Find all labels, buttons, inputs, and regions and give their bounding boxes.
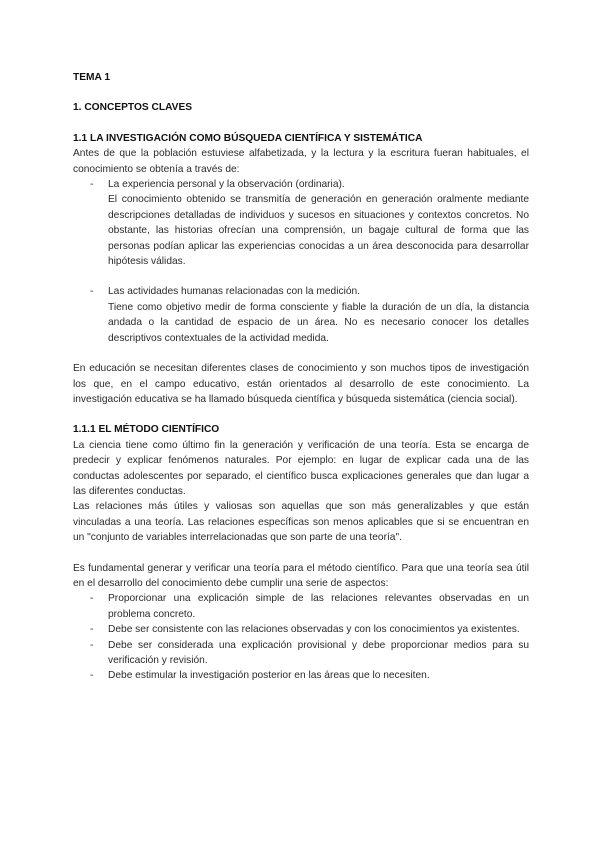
science-paragraph-2: Las relaciones más útiles y valiosas son aquellas que son más generalizables y que están vinculadas a una teoría. Las relaciones específicas son menos aplicables que si se encuentran en un "conjunto de variables interrelacionadas que son parte de una teoría". [73, 501, 529, 544]
document-page [73, 70, 529, 684]
tema-heading: TEMA 1 [73, 72, 110, 83]
science-paragraph-1: La ciencia tiene como último fin la generación y verificación de una teoría. Esta se encarga de predecir y explicar fenómenos naturales. Por ejemplo: en lugar de explicar cada una de las conductas adolescentes por separado, el científico busca explicaciones generales que dan lugar a las diferentes conductas. [73, 439, 529, 497]
knowledge-sources-list-2 [73, 284, 529, 299]
list-item: - Las actividades humanas relacionadas con la medición. [73, 284, 529, 299]
list-item: - Debe ser considerada una explicación provisional y debe proporcionar medios para su verificación y revisión. [73, 638, 529, 669]
knowledge-sources-list [73, 177, 529, 192]
list-item: - La experiencia personal y la observación (ordinaria). [73, 177, 529, 192]
section-1-heading: 1. CONCEPTOS CLAVES [73, 102, 193, 114]
list-item: - Proporcionar una explicación simple de las relaciones relevantes observadas en un problema concreto. [73, 591, 529, 622]
fundamental-paragraph: Es fundamental generar y verificar una teoría para el método científico. Para que una teoría sea útil en el desarrollo del conocimiento debe cumplir una serie de aspectos: [73, 562, 529, 589]
list-item-detail: Tiene como objetivo medir de forma consciente y fiable la duración de un día, la distancia andada o la cantidad de espacio de un área. No es necesario conocer los detalles descriptivos contextuales de la actividad medida. [108, 301, 529, 344]
list-item-detail: El conocimiento obtenido se transmitía de generación en generación oralmente mediante descripciones detalladas de individuos y sucesos en situaciones y contextos concretos. No obstante, las historias ofrecían una comprensión, un bagaje cultural de forma que las personas podían aplicar las experiencias conocidas a un área desconocida para desarrollar hipótesis válidas. [108, 194, 529, 268]
list-item: - Debe estimular la investigación posterior en las áreas que lo necesiten. [73, 668, 529, 683]
aspects-list [73, 591, 529, 683]
list-item: - Debe ser consistente con las relaciones observadas y con los conocimientos ya existentes. [73, 622, 529, 637]
section-1-1-1-heading: 1.1.1 EL MÉTODO CIENTÍFICO [73, 424, 220, 436]
section-1-1-heading: 1.1 LA INVESTIGACIÓN COMO BÚSQUEDA CIENTÍFICA Y SISTEMÁTICA [73, 132, 423, 144]
education-paragraph: En educación se necesitan diferentes clases de conocimiento y son muchos tipos de investigación los que, en el campo educativo, están orientados al desarrollo de este conocimiento. La investigación educativa se ha llamado búsqueda científica y búsqueda sistemática (ciencia social). [73, 363, 529, 405]
intro-paragraph: Antes de que la población estuviese alfabetizada, y la lectura y la escritura fueran habituales, el conocimiento se obtenía a través de: [73, 148, 529, 175]
